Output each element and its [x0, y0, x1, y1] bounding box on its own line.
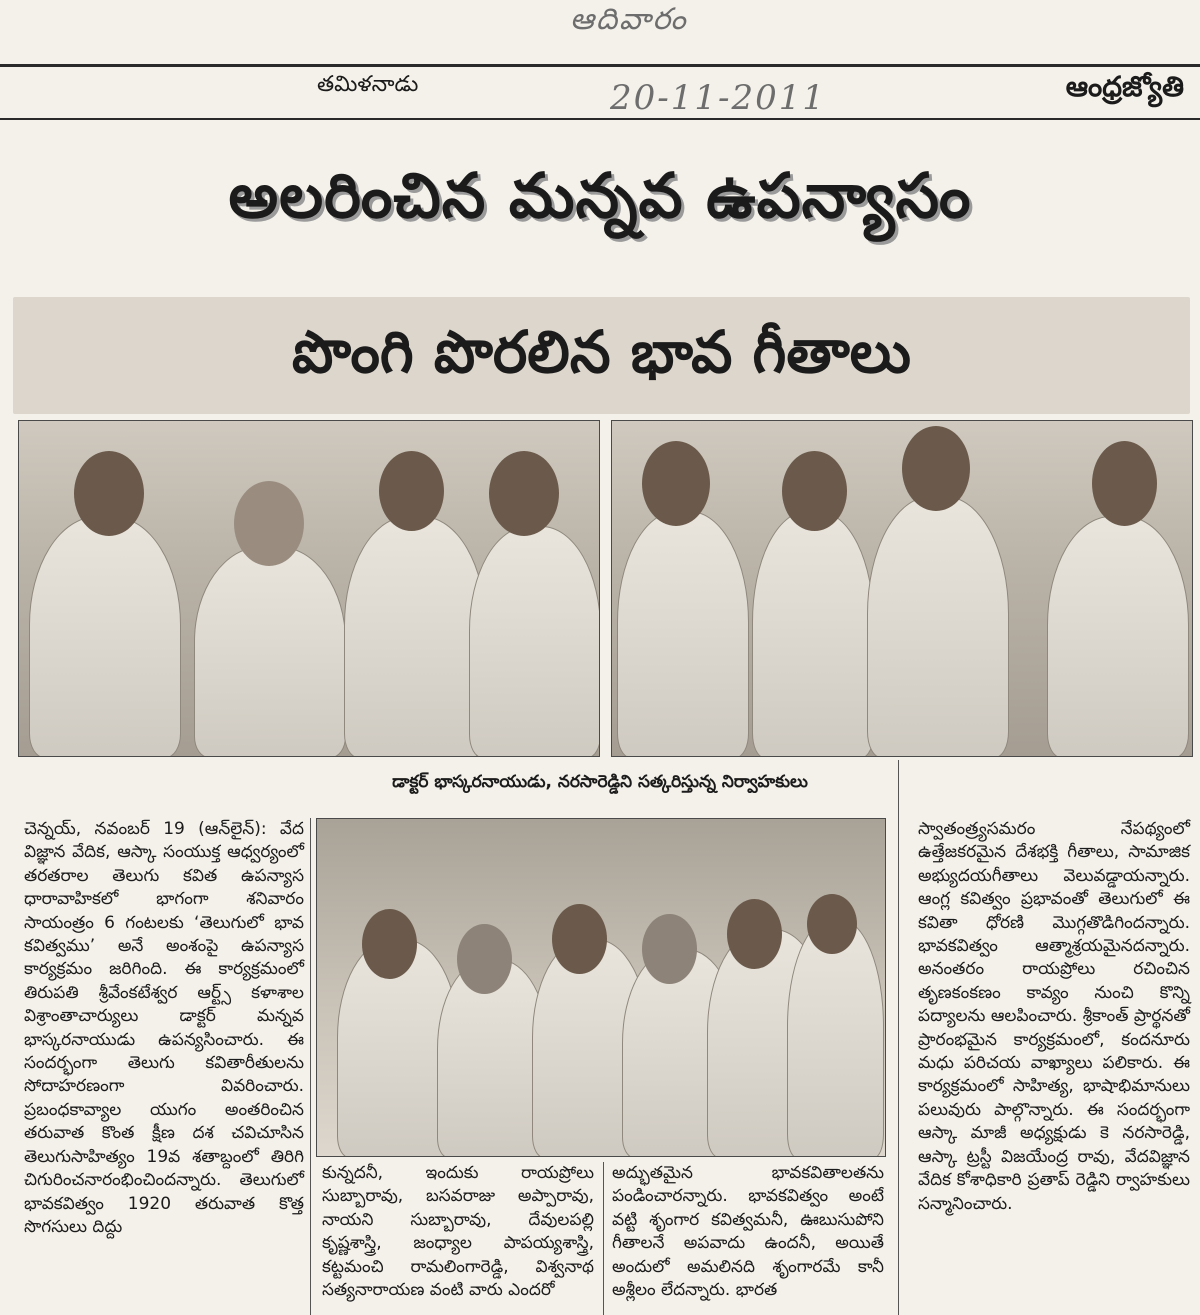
article-column-3: అద్భుతమైన భావకవితాలతను పండించారన్నారు. భావకవిత్వం అంటే వట్టి శృంగార కవిత్వమనీ, ఊబుసుపోని గీతాలనే అపవాదు ఉందనీ, అయితే అందులో అమలినది శృంగారమే కానీ అశ్లీలం లేదన్నారు. భారత	[612, 1163, 884, 1301]
article-headline: అలరించిన మన్నవ ఉపన్యాసం	[228, 159, 972, 232]
column-divider	[310, 818, 311, 1315]
newspaper-masthead: ఆంధ్రజ్యోతి	[1065, 70, 1184, 103]
audience-photo	[316, 818, 886, 1157]
article-subheadline: పొంగి పొరలిన భావ గీతాలు	[292, 318, 911, 386]
top-rule	[0, 64, 1200, 67]
article-column-2: కున్నదనీ, ఇందుకు రాయప్రోలు సుబ్బారావు, బసవరాజు అప్పారావు, నాయని సుబ్బారావు, దేవులపల్లి కృష్ణశాస్త్రి, జంధ్యాల పాపయ్యశాస్త్రి, కట్టమంచి రామలింగారెడ్డి, విశ్వనాథ సత్యనారాయణ వంటి వారు ఎందరో	[322, 1163, 594, 1301]
section-label: తమిళనాడు	[317, 72, 419, 97]
felicitation-photo-left	[18, 420, 600, 757]
article-column-4: స్వాతంత్ర్యసమరం నేపథ్యంలో ఉత్తేజకరమైన దేశభక్తి గీతాలు, సామాజిక అభ్యుదయగీతాలు వెలువడ్డాయన్నారు. ఆంగ్ల కవిత్వం ప్రభావంతో తెలుగులో ఈ కవితా ధోరణి మొగ్గతొడిగిందన్నారు. భావకవిత్వం ఆత్మాశ్రయమైనదన్నారు. అనంతరం రాయప్రోలు రచించిన తృణకంకణం కావ్యం నుంచి కొన్ని పద్యాలను ఆలపించారు. శ్రీకాంత్ ప్రార్థనతో ప్రారంభమైన కార్యక్రమంలో, కందనూరు మధు పరిచయ వాఖ్యాలు పలికారు. ఈ కార్యక్రమంలో సాహిత్య, భాషాభిమానులు పలువురు పాల్గొన్నారు. ఈ సందర్భంగా ఆస్కా మాజీ అధ్యక్షుడు కె నరసారెడ్డి, ఆస్కా ట్రస్టీ విజయేంద్ర రావు, వేదవిజ్ఞాన వేదిక కోశాధికారి ప్రతాప్ రెడ్డిని ర్వాహకులు సన్మానించారు.	[918, 819, 1190, 1214]
photo-caption: డాక్టర్ భాస్కరనాయుడు, నరసారెడ్డిని సత్కరిస్తున్న నిర్వాహకులు	[392, 772, 808, 792]
handwritten-day-note: ఆదివారం	[570, 2, 688, 37]
article-column-1: చెన్నయ్, నవంబర్ 19 (ఆన్‌లైన్): వేద విజ్ఞాన వేదిక, ఆస్కా సంయుక్త ఆధ్వర్యంలో తరతరాల తెలుగు కవిత ఉపన్యాస ధారావాహికలో భాగంగా శనివారం సాయంత్రం 6 గంటలకు ‘తెలుగులో భావ కవిత్వము’ అనే అంశంపై ఉపన్యాస కార్యక్రమం జరిగింది. ఈ కార్యక్రమంలో తిరుపతి శ్రీవేంకటేశ్వర ఆర్ట్స్ కళాశాల విశ్రాంతాచార్యులు డాక్టర్ మన్నవ భాస్కరనాయుడు ఉపన్యసించారు. ఈ సందర్భంగా తెలుగు కవితారీతులను సోదాహరణంగా వివరించారు. ప్రబంధకావ్యాల యుగం అంతరించిన తరువాత కొంత క్షీణ దశ చవిచూసిన తెలుగుసాహిత్యం 19వ శతాబ్దంలో తిరిగి చిగురించనారంభించిందన్నారు. తెలుగులో భావకవిత్వం 1920 తరువాత కొత్త సొగసులు దిద్దు	[24, 819, 304, 1237]
handwritten-date: 20-11-2011	[610, 78, 827, 118]
header-rule	[0, 118, 1200, 120]
felicitation-photo-right	[611, 420, 1193, 757]
column-divider	[603, 1162, 604, 1315]
column-divider	[898, 760, 899, 1315]
